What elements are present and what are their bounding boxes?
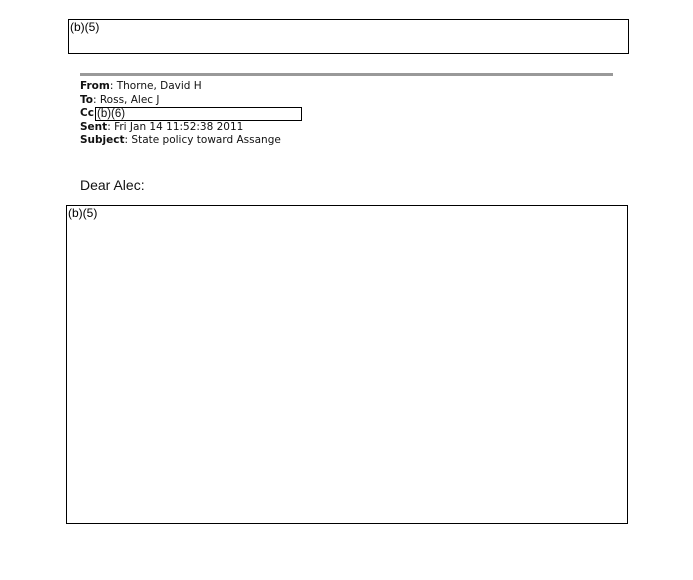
redaction-code: (b)(5) [70,20,100,34]
sent-line [80,121,281,135]
cc-line [80,107,281,121]
to-value: : Ross, Alec J [92,93,160,106]
from-value: : Thorne, David H [109,80,202,92]
subject-line [80,134,281,148]
sent-value: : Fri Jan 14 11:52:38 2011 [107,120,244,133]
body-redaction-box [66,205,628,524]
from-line [80,80,281,94]
redaction-code: (b)(6) [97,108,126,121]
subject-value: : State policy toward Assange [124,134,281,147]
from-label: From [80,80,110,92]
cc-label: Cc [80,107,94,120]
top-redaction-box [68,19,629,54]
to-line [80,94,281,108]
to-label: To [80,93,93,106]
salutation: Dear Alec: [80,177,145,193]
subject-label: Subject [80,134,125,147]
redaction-code: (b)(5) [68,206,98,220]
email-header [80,80,281,148]
header-divider [80,73,613,76]
sent-label: Sent [80,120,108,133]
cc-redaction-box [95,107,302,121]
